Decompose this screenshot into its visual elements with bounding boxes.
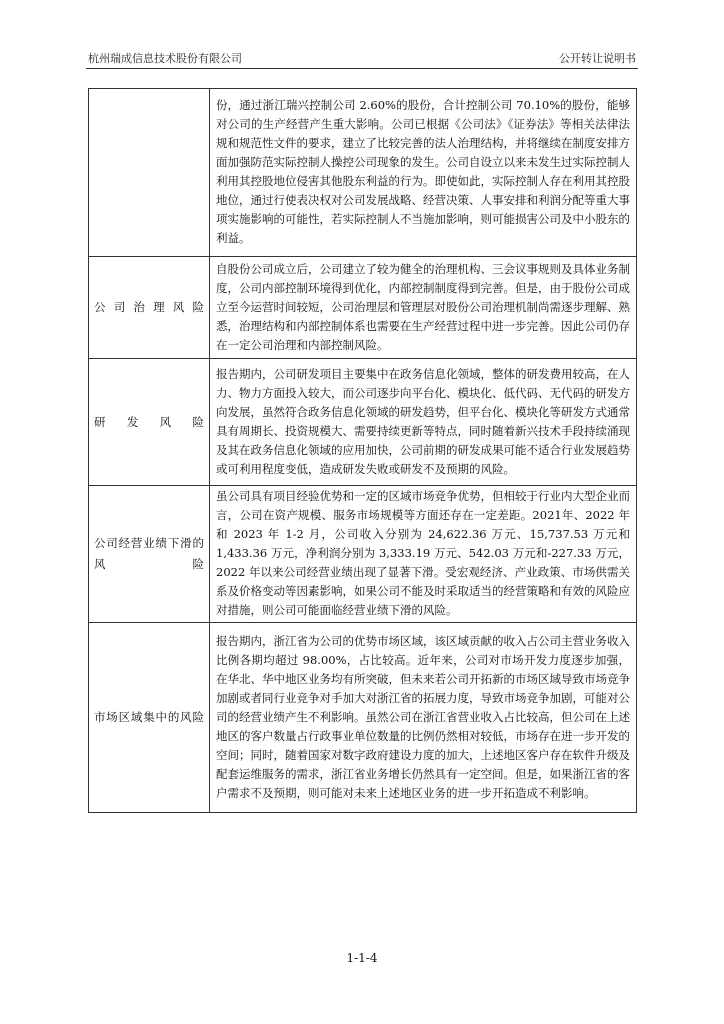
risk-description-cell: 虽公司具有项目经验优势和一定的区域市场竞争优势，但相较于行业内大型企业而言，公司在资产规模、服务市场规模等方面还存在一定差距。2021年、2022 年和 2023 年 1-2 月，公司收入分别为 24,622.36 万元、15,737.53 万元和 1,433.36 万元，净利润分别为 3,333.19 万元、542.03 万元和-227.33 万元，2022 年以来公司经营业绩出现了显著下滑。受宏观经济、产业政策、市场供需关系及价格变动等因素影响，如果公司不能及时采取适当的经营策略和有效的风险应对措施，则公司可能面临经营业绩下滑的风险。 [210,486,637,623]
risk-name-cell: 市场区域集中的风险 [89,623,210,813]
risk-description-cell: 报告期内，公司研发项目主要集中在政务信息化领域，整体的研发费用较高，在人力、物力方面投入较大，而公司逐步向平台化、模块化、低代码、无代码的研发方向发展，虽然符合政务信息化领域的研发趋势，但平台化、模块化等研发方式通常具有周期长、投资规模大、需要持续更新等特点，同时随着新兴技术手段持续涌现及其在政务信息化领域的应用加快，公司前期的研发成果可能不适合行业发展趋势或可利用程度变低，造成研发失败或研发不及预期的风险。 [210,359,637,486]
table-row [89,257,637,359]
risk-factors-table [88,88,637,813]
table-row [89,89,637,257]
table-row [89,623,637,813]
header-company-name: 杭州瑞成信息技术股份有限公司 [88,52,242,65]
header-divider [86,68,638,69]
risk-description-cell: 报告期内，浙江省为公司的优势市场区域，该区域贡献的收入占公司主营业务收入比例各期均超过 98.00%，占比较高。近年来，公司对市场开发力度逐步加强，在华北、华中地区业务均有所突破，但未来若公司开拓新的市场区域导致市场竞争加剧或者同行业竞争对手加大对浙江省的拓展力度，导致市场竞争加剧，可能对公司的经营业绩产生不利影响。虽然公司在浙江省营业收入占比较高，但公司在上述地区的客户数量占行政事业单位数量的比例仍然相对较低，市场存在进一步开发的空间；同时，随着国家对数字政府建设力度的加大，上述地区客户存在软件升级及配套运维服务的需求，浙江省业务增长仍然具有一定空间。但是，如果浙江省的客户需求不及预期，则可能对未来上述地区业务的进一步开拓造成不利影响。 [210,623,637,813]
risk-name-cell: 公司治理风险 [89,257,210,359]
table-row [89,486,637,623]
header-document-type: 公开转让说明书 [559,52,636,65]
risk-description-cell: 份，通过浙江瑞兴控制公司 2.60%的股份，合计控制公司 70.10%的股份，能够对公司的生产经营产生重大影响。公司已根据《公司法》《证券法》等相关法律法规和规范性文件的要求，建立了比较完善的法人治理结构，并将继续在制度安排方面加强防范实际控制人操控公司现象的发生。公司自设立以来未发生过实际控制人利用其控股地位侵害其他股东利益的行为。即使如此，实际控制人存在利用其控股地位，通过行使表决权对公司发展战略、经营决策、人事安排和利润分配等重大事项实施影响的可能性，若实际控制人不当施加影响，则可能损害公司及中小股东的利益。 [210,89,637,257]
page-number: 1-1-4 [346,951,378,965]
risk-name-cell: 研发风险 [89,359,210,486]
risk-name-cell [89,89,210,257]
risk-description-cell: 自股份公司成立后，公司建立了较为健全的治理机构、三会议事规则及具体业务制度，公司内部控制环境得到优化，内部控制制度得到完善。但是，由于股份公司成立至今运营时间较短，公司治理层和管理层对股份公司治理机制尚需逐步理解、熟悉，治理结构和内部控制体系也需要在生产经营过程中进一步完善。因此公司仍存在一定公司治理和内部控制风险。 [210,257,637,359]
risk-name-cell: 公司经营业绩下滑的风险 [89,486,210,623]
table-row [89,359,637,486]
